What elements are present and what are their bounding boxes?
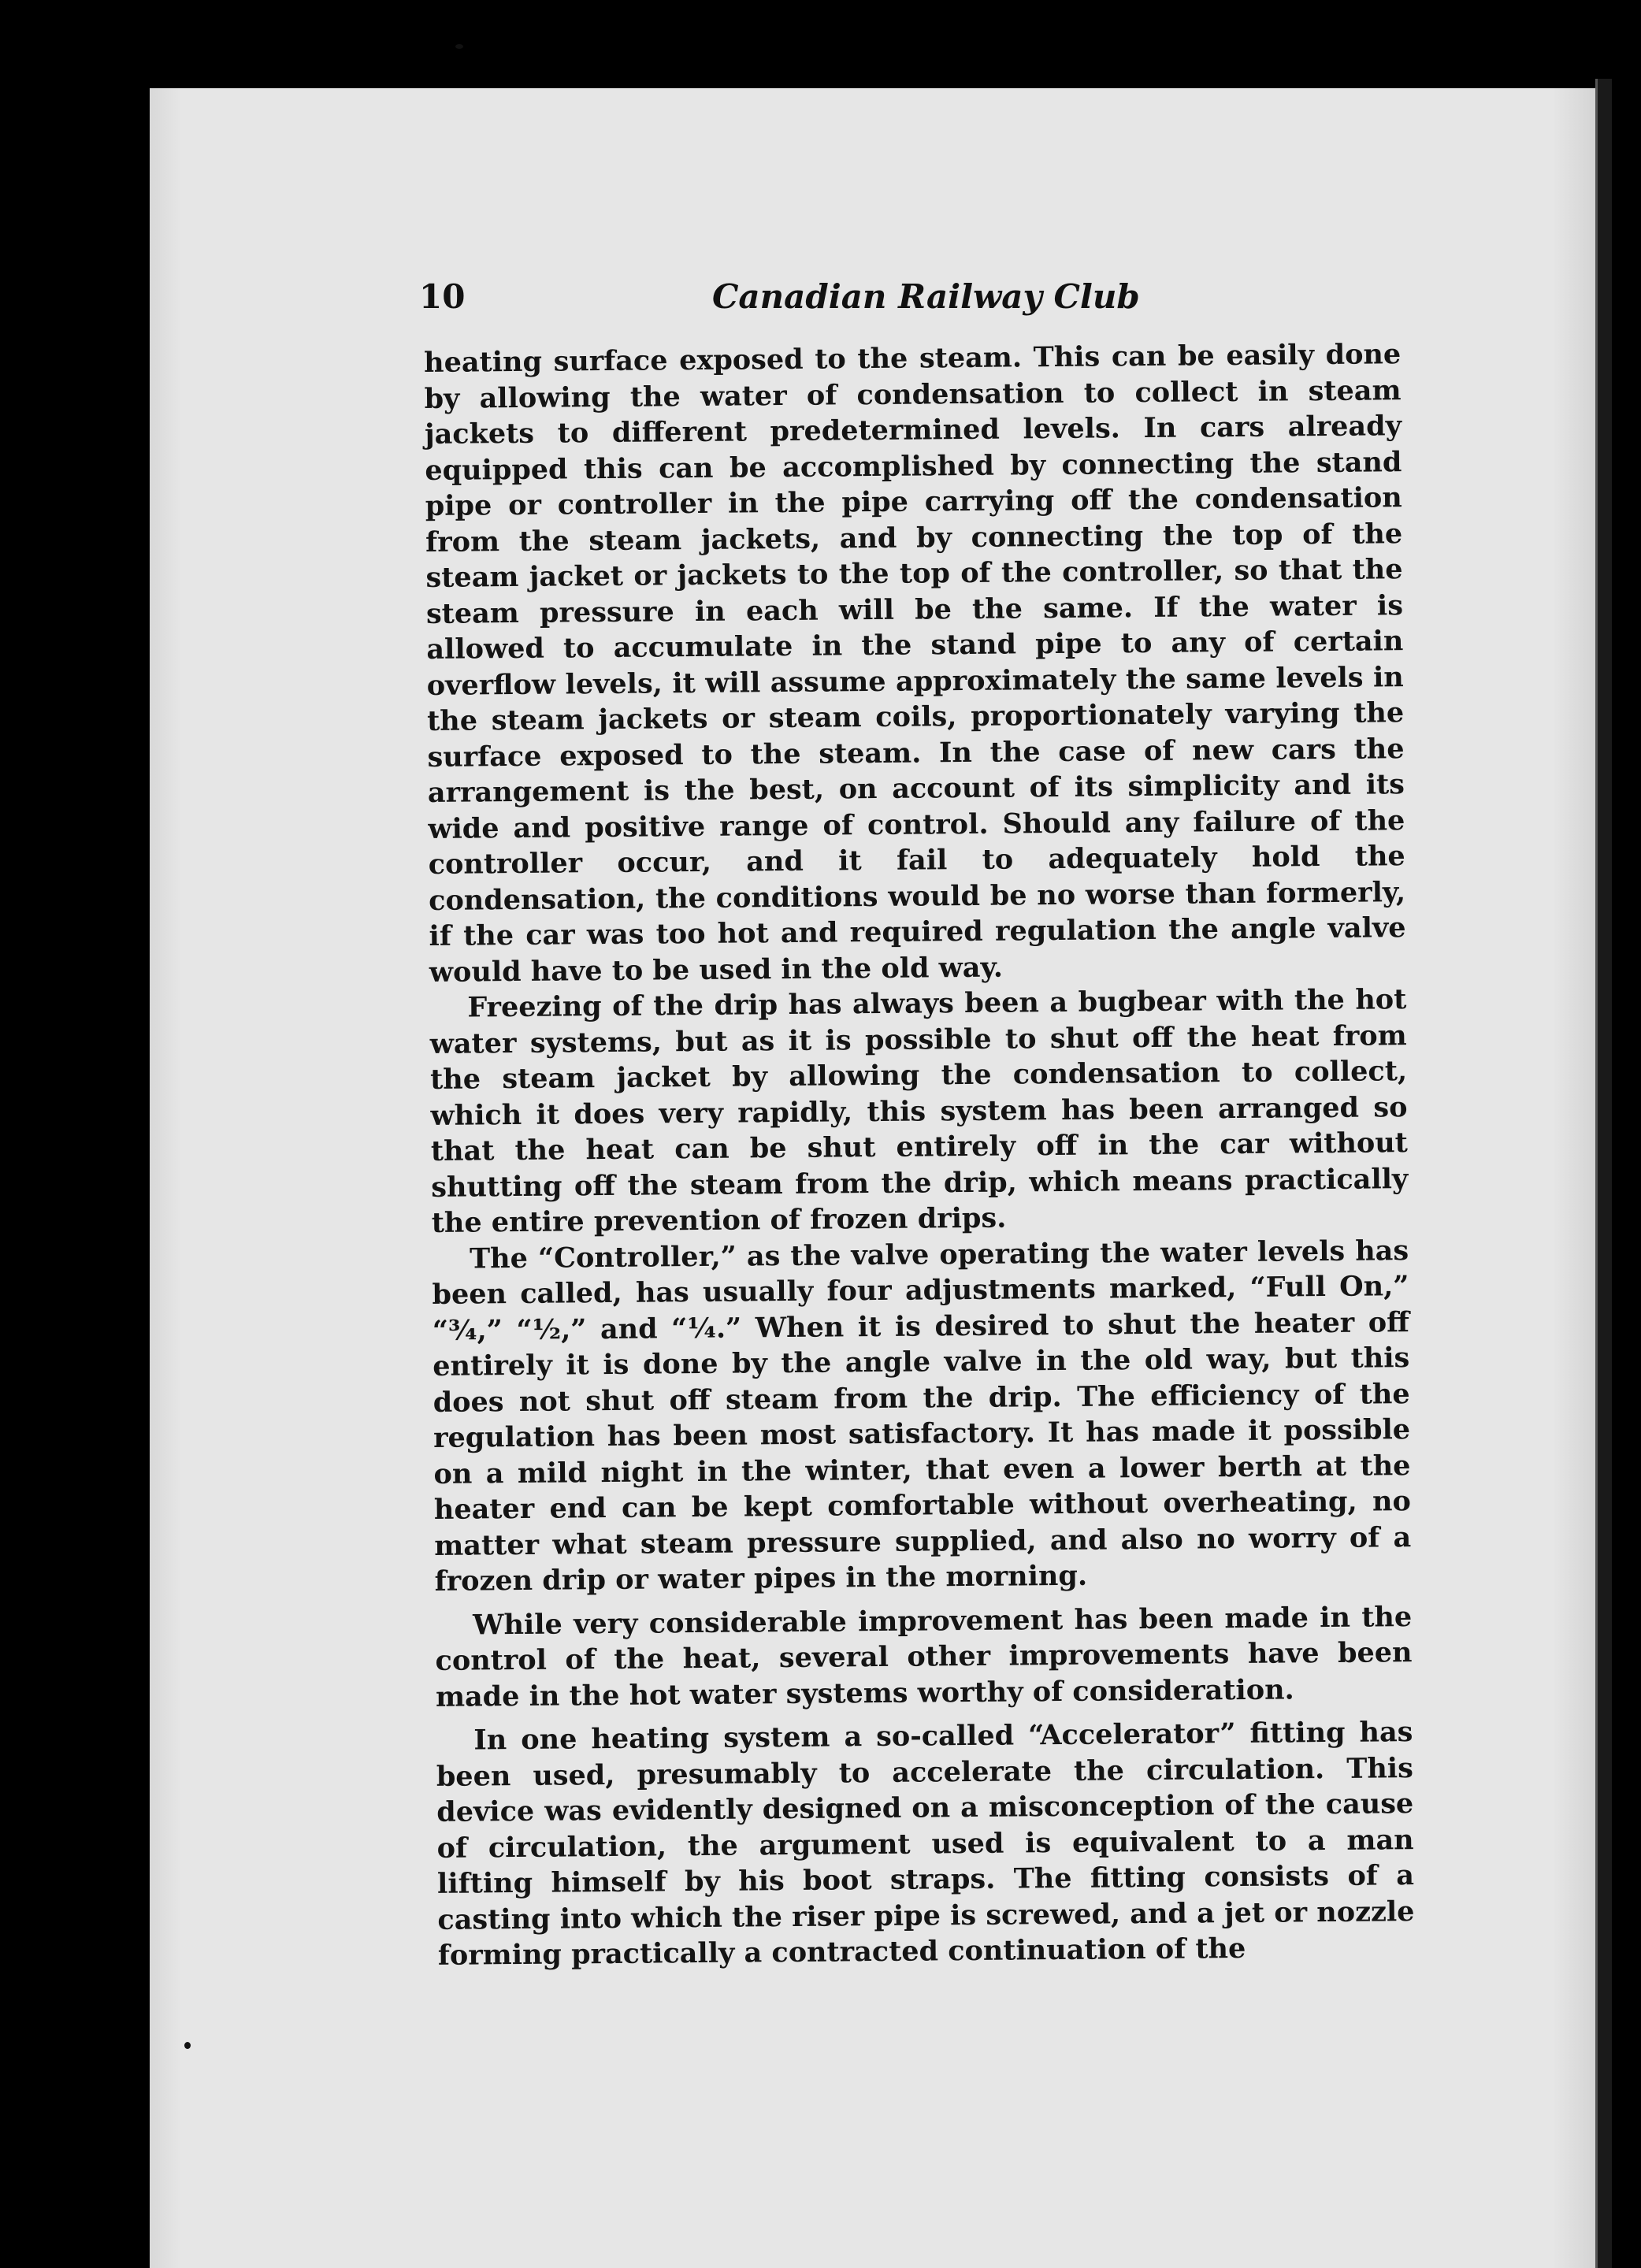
paragraph: While very considerable improvement has been made in the control of the heat, several other improvements have been made in the hot water systems worthy of consideration. (435, 1600, 1413, 1713)
page-header (419, 277, 1140, 325)
paragraph: The “Controller,” as the valve operating the water levels has been called, has usually four adjustments marked, “Full On,” “¾,” “½,” and “¼.” When it is desired to shut the heater off entirely it is done by the angle valve in the old way, but this does not shut off steam from the drip. The efficiency of the regulation has been most satisfactory. It has made it possible on a mild night in the winter, that even a lower berth at the heater end can be kept comfortable without overheating, no matter what steam pressure supplied, and also no worry of a frozen drip or water pipes in the morning. (432, 1234, 1412, 1598)
paragraph: In one heating system a so-called “Accelerator” fitting has been used, presumably to accelerate the circulation. This device was evidently designed on a misconception of the cause of circulation, the argument used is equivalent to a man lifting himself by his boot straps. The fitting consists of a casting into which the riser pipe is screwed, and a jet or nozzle forming practically a contracted continuation of the (436, 1716, 1415, 1972)
page-number: 10 (419, 277, 466, 316)
paragraph: Freezing of the drip has always been a bugbear with the hot water systems, but as it is possible to shut off the heat from the steam jacket by allowing the condensation to collect, which it does very rapidly, this system has been arranged so that the heat can be shut entirely off in the car without shutting off the steam from the drip, which means practically the entire prevention of frozen drips. (429, 983, 1409, 1239)
body-text (424, 336, 1415, 1973)
running-head: Canadian Railway Club (712, 277, 1140, 316)
dust-speck (184, 2042, 191, 2049)
dust-speck (455, 44, 463, 49)
book-edge (1595, 79, 1612, 2268)
paragraph: heating surface exposed to the steam. This can be easily done by allowing the water of condensation to collect in steam jackets to different predetermined levels. In cars already equipped this can be accomplished by connecting the stand pipe or controller in the pipe carrying off the condensation from the steam jackets, and by connecting the top of the steam jacket or jackets to the top of the controller, so that the steam pressure in each will be the same. If the water is allowed to accumulate in the stand pipe to any of certain overflow levels, it will assume approximately the same levels in the steam jackets or steam coils, proportionately varying the surface exposed to the steam. In the case of new cars the arrangement is the best, on account of its simplicity and its wide and positive range of control. Should any failure of the controller occur, and it fail to adequately hold the condensation, the conditions would be no worse than formerly, if the car was too hot and required regulation the angle valve would have to be used in the old way. (424, 338, 1406, 989)
